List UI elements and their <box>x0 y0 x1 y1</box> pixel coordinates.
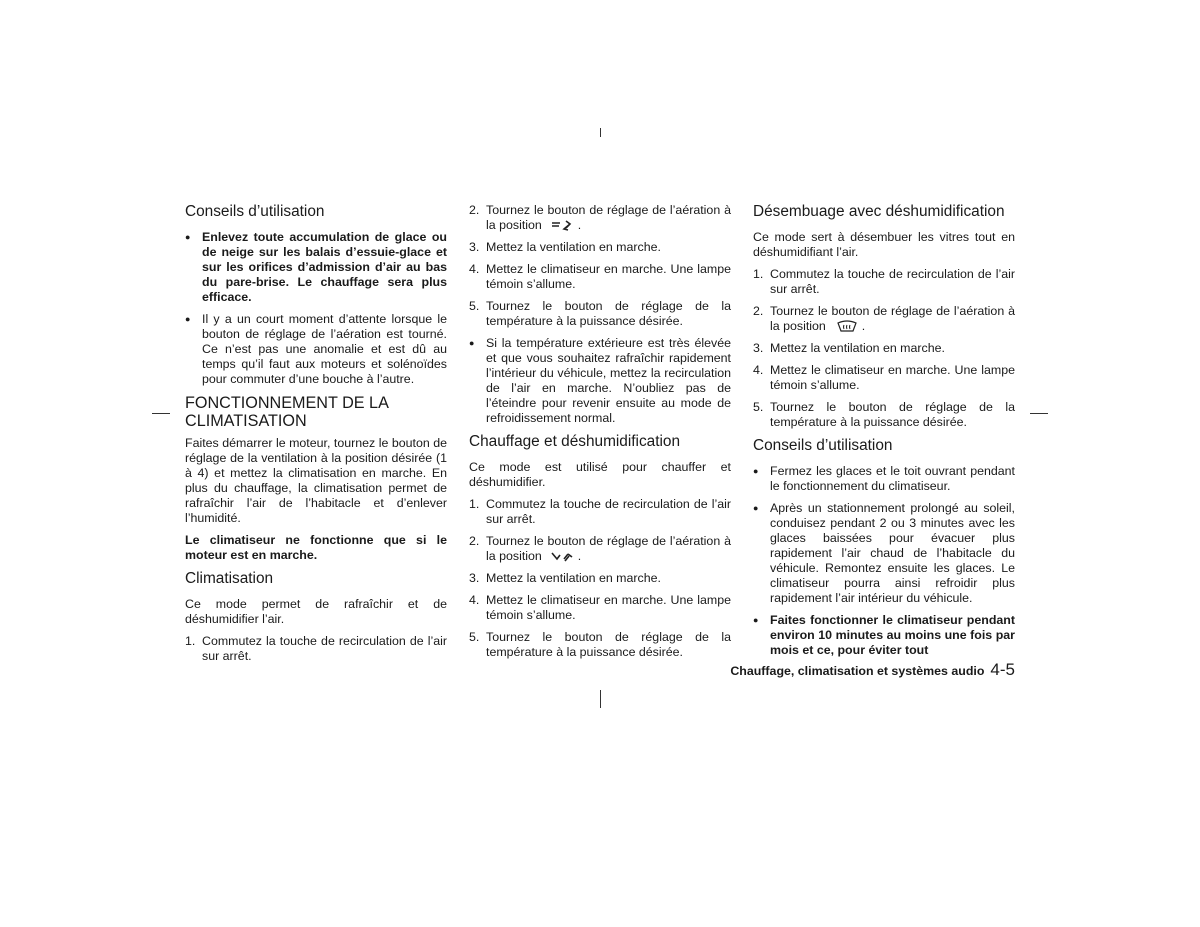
bullet-list <box>469 336 731 426</box>
step-number: 1. <box>753 267 764 281</box>
paragraph: Ce mode est utilisé pour chauffer et déshumidifier. <box>469 460 731 489</box>
step-number: 3. <box>469 240 480 254</box>
step-number: 3. <box>753 341 764 355</box>
step-text: Tournez le bouton de réglage de l’aération à la position <box>770 304 1015 333</box>
step-item <box>753 341 1015 356</box>
crop-mark-bottom <box>600 690 601 708</box>
heading-fonctionnement <box>185 394 447 430</box>
bullet-item: ● Fermez les glaces et le toit ouvrant pendant le fonctionnement du climatiseur. <box>753 464 1015 494</box>
step-text: Tournez le bouton de réglage de la température à la puissance désirée. <box>486 630 731 659</box>
bullet-item: ● Après un stationnement prolongé au soleil, conduisez pendant 2 ou 3 minutes avec les glaces baissées pour évacuer plus rapidement l’air chaud de l’habitacle du véhicule. Remontez ensuite les glaces. Le climatiseur pourra ainsi refroidir plus rapidement l’air intérieur du véhicule. <box>753 501 1015 606</box>
crop-mark-top <box>600 128 601 137</box>
paragraph: Faites démarrer le moteur, tournez le bouton de réglage de la ventilation à la position désirée (1 à 4) et mettez la climatisation en marche. En plus du chauffage, la climatisation permet de rafraîchir l’air de l’habitacle et d’enlever l’humidité. <box>185 436 447 525</box>
vent-bilevel-icon <box>550 550 576 562</box>
step-text: Mettez la ventilation en marche. <box>486 240 661 254</box>
step-item <box>185 634 447 664</box>
heading-conseils: Conseils d’utilisation <box>185 203 325 220</box>
step-list <box>185 634 447 664</box>
step-number: 3. <box>469 571 480 585</box>
step-item <box>469 630 731 660</box>
step-number: 4. <box>753 363 764 377</box>
bullet-item: ● Enlevez toute accumulation de glace ou de neige sur les balais d’essuie-glace et sur les orifices d’admission d’air au bas du pare-brise. Le chauffage sera plus efficace. <box>185 230 447 305</box>
step-number: 1. <box>185 634 196 648</box>
bullet-list <box>753 464 1015 658</box>
step-text: Mettez la ventilation en marche. <box>486 571 661 585</box>
step-number: 4. <box>469 262 480 276</box>
step-text: Commutez la touche de recirculation de l’air sur arrêt. <box>770 267 1015 296</box>
vent-face-icon <box>550 219 576 231</box>
bullet-list <box>185 230 447 387</box>
step-item: 2. Tournez le bouton de réglage de l’aération à la position . <box>469 534 731 563</box>
page-footer <box>600 660 1015 680</box>
step-item <box>469 571 731 586</box>
step-text: Mettez le climatiseur en marche. Une lampe témoin s’allume. <box>486 593 731 622</box>
step-list <box>469 203 731 329</box>
footer-title: Chauffage, climatisation et systèmes audio <box>730 664 985 678</box>
step-number: 2. <box>469 203 480 217</box>
step-number: 5. <box>753 400 764 414</box>
defrost-icon <box>834 320 860 332</box>
step-item <box>753 363 1015 393</box>
step-number: 2. <box>469 534 480 548</box>
step-item <box>753 267 1015 297</box>
heading-conseils: Conseils d’utilisation <box>753 437 893 454</box>
step-item: 2. Tournez le bouton de réglage de l’aération à la position . <box>753 304 1015 333</box>
paragraph: Ce mode sert à désembuer les vitres tout en déshumidifiant l’air. <box>753 230 1015 259</box>
bullet-item: ● Faites fonctionner le climatiseur pendant environ 10 minutes au moins une fois par mois et ce, pour éviter tout <box>753 613 1015 658</box>
bullet-item: ● Si la température extérieure est très élevée et que vous souhaitez rafraîchir rapidement l’intérieur du véhicule, mettez la recirculation de l’air en marche. N’oubliez pas de l’éteindre pour revenir ensuite au mode de refroidissement normal. <box>469 336 731 426</box>
column-right <box>753 203 1015 665</box>
step-text: Tournez le bouton de réglage de la température à la puissance désirée. <box>770 400 1015 429</box>
step-list <box>469 497 731 660</box>
step-text: Mettez le climatiseur en marche. Une lampe témoin s’allume. <box>770 363 1015 392</box>
step-item <box>469 593 731 623</box>
step-text: Tournez le bouton de réglage de l’aération à la position <box>486 203 731 232</box>
step-item <box>469 240 731 255</box>
bullet-item: ● Il y a un court moment d’attente lorsque le bouton de réglage de l’aération est tourné. Ce n’est pas une anomalie et est dû au temps qu’il faut aux moteurs et solénoïdes pour commuter d’une bouche à l’autre. <box>185 312 447 387</box>
step-item: 2. Tournez le bouton de réglage de l’aération à la position . <box>469 203 731 232</box>
heading-line: CLIMATISATION <box>185 412 307 430</box>
step-item <box>469 262 731 292</box>
paragraph: Ce mode permet de rafraîchir et de déshumidifier l’air. <box>185 597 447 626</box>
step-text: Mettez le climatiseur en marche. Une lampe témoin s’allume. <box>486 262 731 291</box>
step-list <box>753 267 1015 430</box>
heading-chauffage: Chauffage et déshumidification <box>469 433 681 450</box>
step-item <box>753 400 1015 430</box>
step-number: 4. <box>469 593 480 607</box>
step-number: 5. <box>469 630 480 644</box>
step-number: 5. <box>469 299 480 313</box>
step-item <box>469 299 731 329</box>
step-text: Tournez le bouton de réglage de la température à la puissance désirée. <box>486 299 731 328</box>
column-left <box>185 203 447 671</box>
step-number: 1. <box>469 497 480 511</box>
crop-mark-left <box>152 413 170 414</box>
page-number: 4-5 <box>990 660 1015 679</box>
crop-mark-right <box>1030 413 1048 414</box>
heading-climatisation: Climatisation <box>185 570 274 587</box>
paragraph-bold: Le climatiseur ne fonctionne que si le moteur est en marche. <box>185 533 447 562</box>
step-text: Commutez la touche de recirculation de l’air sur arrêt. <box>202 634 447 663</box>
step-text: Mettez la ventilation en marche. <box>770 341 945 355</box>
heading-desembuage: Désembuage avec déshumidification <box>753 203 1005 220</box>
heading-line: FONCTIONNEMENT DE LA <box>185 394 389 412</box>
step-text: Commutez la touche de recirculation de l’air sur arrêt. <box>486 497 731 526</box>
step-number: 2. <box>753 304 764 318</box>
step-item <box>469 497 731 527</box>
step-text: Tournez le bouton de réglage de l’aération à la position <box>486 534 731 563</box>
column-middle <box>469 203 731 667</box>
